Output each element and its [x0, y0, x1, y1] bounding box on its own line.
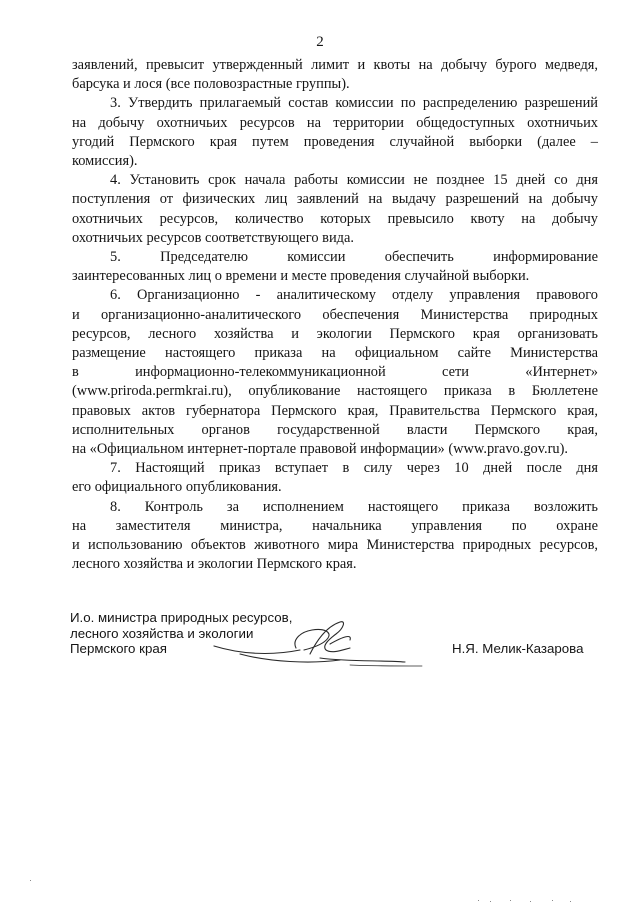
- text-line: в информационно-телекоммуникационной сети «Интернет»: [72, 364, 598, 381]
- signatory-title-line: И.о. министра природных ресурсов,: [70, 610, 293, 625]
- text-line: 3. Утвердить прилагаемый состав комиссии по распределению разрешений: [110, 95, 598, 112]
- text-line: 7. Настоящий приказ вступает в силу через 10 дней после дня: [110, 460, 598, 477]
- text-line: на «Официальном интернет-портале правовой информации» (www.pravo.gov.ru).: [72, 441, 568, 458]
- text-line: его официального опубликования.: [72, 479, 282, 496]
- text-line: охотничьих ресурсов, количество которых превысило квоту на добычу: [72, 210, 598, 227]
- text-line: (www.priroda.permkrai.ru), опубликование настоящего приказа в Бюллетене: [72, 383, 598, 400]
- handwritten-signature: [200, 610, 430, 680]
- text-line: заявлений, превысит утвержденный лимит и квоты на добычу бурого медведя,: [72, 57, 598, 73]
- text-line: на заместителя министра, начальника управления по охране: [72, 517, 598, 534]
- text-line: правовых актов губернатора Пермского края, Правительства Пермского края,: [72, 402, 598, 419]
- text-line: и организационно-аналитического обеспечения Министерства природных: [72, 306, 598, 323]
- signatory-title-line: Пермского края: [70, 641, 167, 656]
- text-line: лесного хозяйства и экологии Пермского края.: [72, 556, 357, 573]
- text-line: исполнительных органов государственной власти Пермского края,: [72, 421, 598, 438]
- text-line: комиссия).: [72, 153, 138, 170]
- text-line: 5. Председателю комиссии обеспечить информирование: [110, 249, 598, 266]
- text-line: 8. Контроль за исполнением настоящего приказа возложить: [110, 498, 598, 515]
- scan-artifacts: [0, 850, 640, 905]
- text-line: угодий Пермского края путем проведения случайной выборки (далее –: [72, 133, 598, 150]
- page-number: 2: [316, 34, 324, 50]
- text-line: ресурсов, лесного хозяйства и экологии Пермского края организовать: [72, 325, 598, 342]
- text-line: 6. Организационно - аналитическому отделу управления правового: [110, 287, 598, 304]
- text-line: заинтересованных лиц о времени и месте проведения случайной выборки.: [72, 268, 530, 285]
- signatory-title-line: лесного хозяйства и экологии: [70, 625, 254, 641]
- signatory-name: Н.Я. Мелик-Казарова: [452, 641, 584, 656]
- text-line: на добычу охотничьих ресурсов на территории общедоступных охотничьих: [72, 114, 598, 131]
- text-line: барсука и лося (все половозрастные группы).: [72, 76, 350, 93]
- text-line: размещение настоящего приказа на официальном сайте Министерства: [72, 345, 598, 362]
- text-line: и использованию объектов животного мира Министерства природных ресурсов,: [72, 537, 598, 554]
- text-line: 4. Установить срок начала работы комиссии не позднее 15 дней со дня: [110, 172, 598, 189]
- text-line: поступления от физических лиц заявлений на выдачу разрешений на добычу: [72, 191, 598, 208]
- text-line: охотничьих ресурсов соответствующего вида.: [72, 229, 354, 246]
- order-body-text: [72, 56, 598, 574]
